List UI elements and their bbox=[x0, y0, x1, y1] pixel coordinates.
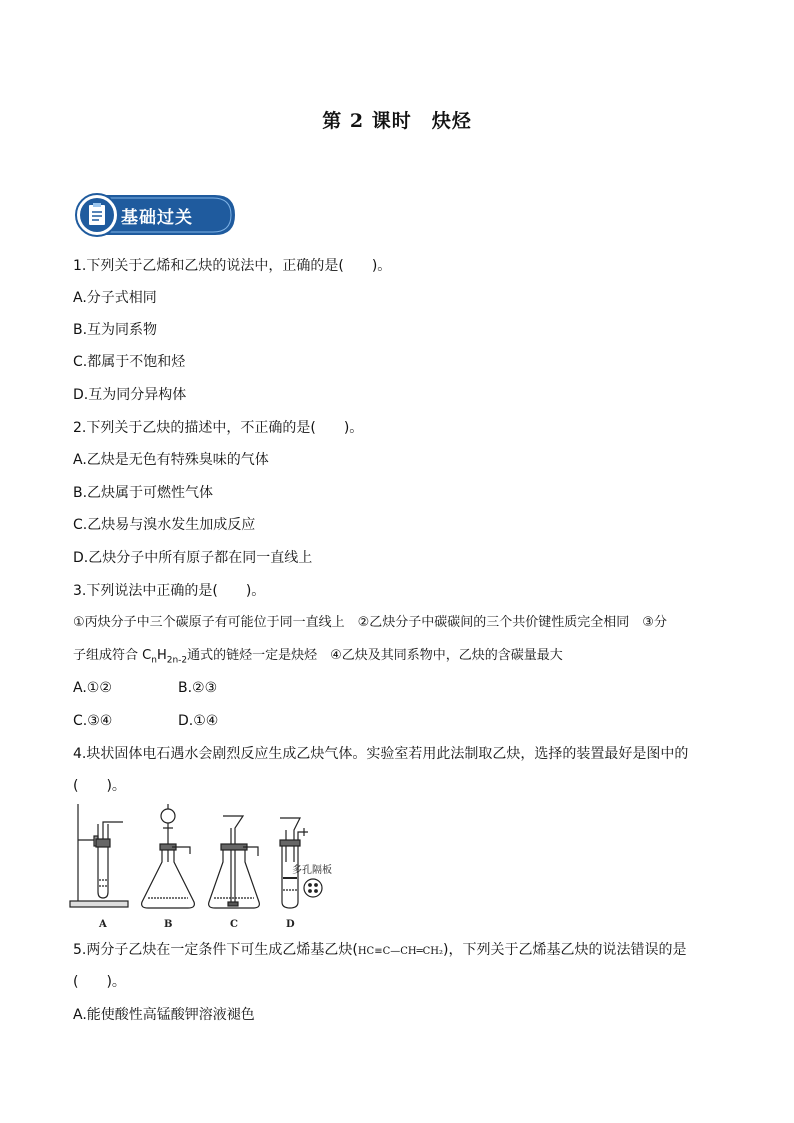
question-5-stem-line-1 bbox=[73, 941, 686, 961]
question-1-stem: 1.下列关于乙烯和乙炔的说法中，正确的是( )。 bbox=[73, 258, 392, 274]
question-3-statement-line-1: ①丙炔分子中三个碳原子有可能位于同一直线上 ②乙炔分子中碳碳间的三个共价键性质完全相同 ③分 bbox=[73, 615, 667, 630]
apparatus-a bbox=[70, 804, 128, 907]
question-1-option-d: D.互为同分异构体 bbox=[73, 387, 187, 403]
q3-line2-post: 通式的链烃一定是炔烃 ④乙炔及其同系物中，乙炔的含碳量最大 bbox=[187, 648, 563, 663]
question-3-option-d: D.①④ bbox=[178, 713, 219, 729]
question-3-option-a: A.①② bbox=[73, 680, 112, 696]
apparatus-b bbox=[142, 804, 195, 908]
question-1-option-b: B.互为同系物 bbox=[73, 322, 158, 338]
porous-plate-label: 多孔隔板 bbox=[292, 865, 332, 876]
apparatus-d bbox=[280, 818, 322, 908]
q5-formula: HC≡C—CH═CH₂ bbox=[357, 946, 444, 957]
question-3-options-row-2 bbox=[73, 712, 219, 730]
page-title: 第 2 课时 炔烃 bbox=[322, 110, 472, 132]
question-4-stem-line-1: 4.块状固体电石遇水会剧烈反应生成乙炔气体。实验室若用此法制取乙炔，选择的装置最好是图中的 bbox=[73, 746, 689, 762]
q5-stem-post: )，下列关于乙烯基乙炔的说法错误的是 bbox=[443, 942, 687, 958]
question-3-stem: 3.下列说法中正确的是( )。 bbox=[73, 583, 266, 599]
question-3-options-row-1 bbox=[73, 679, 218, 697]
figure-label-c: C bbox=[230, 919, 238, 930]
q5-stem-pre: 5.两分子乙炔在一定条件下可生成乙烯基乙炔( bbox=[73, 942, 358, 958]
question-1-option-a: A.分子式相同 bbox=[73, 290, 157, 306]
section-badge-label: 基础过关 bbox=[121, 208, 193, 228]
question-2-stem: 2.下列关于乙炔的描述中，不正确的是( )。 bbox=[73, 420, 364, 436]
clipboard-icon bbox=[89, 205, 105, 225]
question-3-option-b: B.②③ bbox=[178, 680, 218, 696]
q3-line2-pre: 子组成符合 C bbox=[73, 648, 152, 663]
question-3-statement-line-2 bbox=[73, 647, 563, 670]
apparatus-figure bbox=[68, 802, 358, 934]
question-2-option-d: D.乙炔分子中所有原子都在同一直线上 bbox=[73, 550, 313, 566]
question-5-stem-line-2: ( )。 bbox=[73, 974, 126, 990]
q3-line2-sub2: 2n-2 bbox=[166, 655, 188, 666]
figure-label-a: A bbox=[99, 919, 107, 930]
question-4-stem-line-2: ( )。 bbox=[73, 778, 126, 794]
question-3-option-c: C.③④ bbox=[73, 713, 113, 729]
question-1-option-c: C.都属于不饱和烃 bbox=[73, 354, 186, 370]
figure-label-d: D bbox=[286, 919, 295, 930]
question-2-option-c: C.乙炔易与溴水发生加成反应 bbox=[73, 517, 256, 533]
question-2-option-a: A.乙炔是无色有特殊臭味的气体 bbox=[73, 452, 269, 468]
q3-line2-sub1: n bbox=[151, 655, 157, 666]
question-2-option-b: B.乙炔属于可燃性气体 bbox=[73, 485, 214, 501]
section-badge bbox=[75, 192, 237, 238]
q3-line2-mid: H bbox=[156, 648, 167, 663]
apparatus-c bbox=[209, 816, 260, 908]
figure-label-b: B bbox=[164, 919, 173, 930]
question-5-option-a: A.能使酸性高锰酸钾溶液褪色 bbox=[73, 1007, 255, 1023]
